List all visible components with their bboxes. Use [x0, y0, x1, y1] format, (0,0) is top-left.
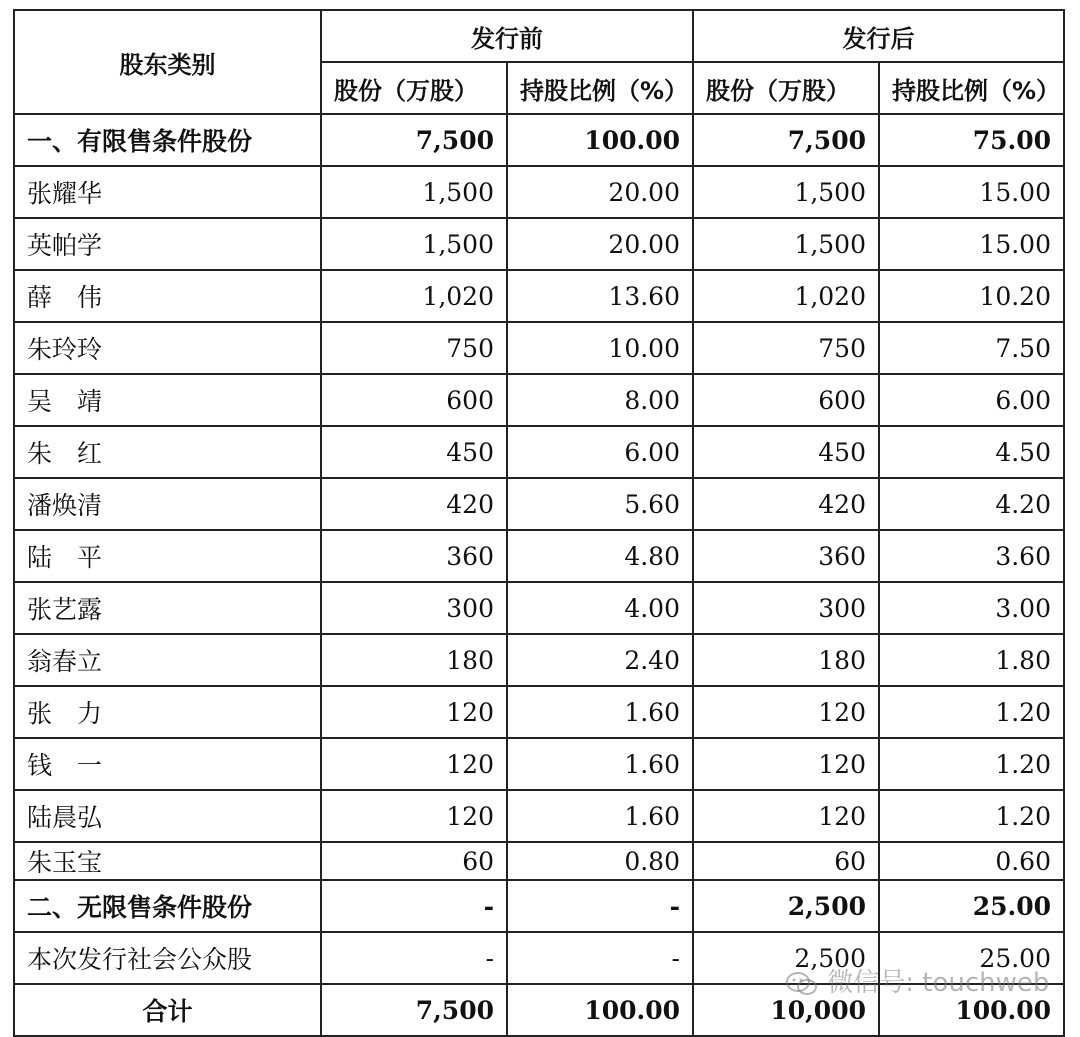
holder-name: 薛 伟 [14, 270, 321, 322]
before-issuance-header: 发行前 [321, 10, 693, 62]
total-label: 合计 [14, 984, 321, 1036]
shares-after: 2,500 [693, 932, 879, 984]
ratio-after: 15.00 [879, 218, 1064, 270]
ratio-after: 4.20 [879, 478, 1064, 530]
holder-name: 朱 红 [14, 426, 321, 478]
ratio-before: 1.60 [507, 738, 693, 790]
total-row [14, 984, 1064, 1036]
ratio-before: 4.80 [507, 530, 693, 582]
ratio-after: 75.00 [879, 114, 1064, 166]
unrestricted-section-row [14, 880, 1064, 932]
watermark-text: 微信号: touchweb [827, 968, 1050, 998]
holder-name: 吴 靖 [14, 374, 321, 426]
table-row [14, 374, 1064, 426]
holder-name: 张耀华 [14, 166, 321, 218]
shares-before: 450 [321, 426, 507, 478]
ratio-before: 10.00 [507, 322, 693, 374]
table-row [14, 218, 1064, 270]
ratio-before: - [507, 932, 693, 984]
shares-before: 120 [321, 790, 507, 842]
ratio-before: 5.60 [507, 478, 693, 530]
shares-after: 7,500 [693, 114, 879, 166]
shares-after: 1,500 [693, 218, 879, 270]
ratio-after: 1.20 [879, 738, 1064, 790]
shares-after-header: 股份（万股） [693, 62, 879, 114]
ratio-before: - [507, 880, 693, 932]
shares-before: 600 [321, 374, 507, 426]
ratio-after: 4.50 [879, 426, 1064, 478]
holder-name: 朱玲玲 [14, 322, 321, 374]
ratio-before: 0.80 [507, 842, 693, 880]
table-row [14, 322, 1064, 374]
shares-before: 1,500 [321, 218, 507, 270]
table-row [14, 738, 1064, 790]
shares-before: - [321, 880, 507, 932]
holder-name: 翁春立 [14, 634, 321, 686]
ratio-before: 1.60 [507, 686, 693, 738]
table-row [14, 634, 1064, 686]
shares-after: 10,000 [693, 984, 879, 1036]
shares-before: 60 [321, 842, 507, 880]
shares-after: 180 [693, 634, 879, 686]
table-row [14, 530, 1064, 582]
ratio-before: 20.00 [507, 166, 693, 218]
shares-after: 120 [693, 790, 879, 842]
shares-before: 7,500 [321, 114, 507, 166]
shares-before-header: 股份（万股） [321, 62, 507, 114]
shares-after: 1,020 [693, 270, 879, 322]
ratio-before: 100.00 [507, 114, 693, 166]
holder-name: 钱 一 [14, 738, 321, 790]
ratio-after: 1.20 [879, 790, 1064, 842]
ratio-after: 15.00 [879, 166, 1064, 218]
shares-before: 750 [321, 322, 507, 374]
shares-before: 1,020 [321, 270, 507, 322]
table-row [14, 686, 1064, 738]
ratio-before: 8.00 [507, 374, 693, 426]
ratio-before: 4.00 [507, 582, 693, 634]
shares-before: 1,500 [321, 166, 507, 218]
shares-before: 360 [321, 530, 507, 582]
shares-before: 300 [321, 582, 507, 634]
shares-after: 120 [693, 738, 879, 790]
ratio-after: 6.00 [879, 374, 1064, 426]
shares-before: 120 [321, 686, 507, 738]
table-row [14, 270, 1064, 322]
shares-after: 60 [693, 842, 879, 880]
ratio-before: 13.60 [507, 270, 693, 322]
shareholder-table [13, 9, 1065, 1037]
holder-name: 张艺露 [14, 582, 321, 634]
table-row [14, 426, 1064, 478]
shares-before: 7,500 [321, 984, 507, 1036]
shares-after: 750 [693, 322, 879, 374]
category-header: 股东类别 [14, 10, 321, 114]
shares-before: 420 [321, 478, 507, 530]
ratio-after: 0.60 [879, 842, 1064, 880]
ratio-after: 1.20 [879, 686, 1064, 738]
holder-name: 张 力 [14, 686, 321, 738]
shares-after: 300 [693, 582, 879, 634]
table-row [14, 478, 1064, 530]
ratio-after: 3.60 [879, 530, 1064, 582]
ratio-before: 20.00 [507, 218, 693, 270]
shares-before: 120 [321, 738, 507, 790]
shares-before: - [321, 932, 507, 984]
table-row [14, 842, 1064, 880]
shares-after: 360 [693, 530, 879, 582]
holder-name: 英帕学 [14, 218, 321, 270]
shares-after: 120 [693, 686, 879, 738]
public-shares-label: 本次发行社会公众股 [14, 932, 321, 984]
holder-name: 潘焕清 [14, 478, 321, 530]
ratio-after: 25.00 [879, 880, 1064, 932]
shares-after: 600 [693, 374, 879, 426]
ratio-before: 100.00 [507, 984, 693, 1036]
ratio-after: 100.00 [879, 984, 1064, 1036]
ratio-after: 1.80 [879, 634, 1064, 686]
section-label: 一、有限售条件股份 [14, 114, 321, 166]
ratio-before: 2.40 [507, 634, 693, 686]
shares-after: 450 [693, 426, 879, 478]
table-row [14, 790, 1064, 842]
ratio-after: 10.20 [879, 270, 1064, 322]
section-label: 二、无限售条件股份 [14, 880, 321, 932]
table-row [14, 582, 1064, 634]
shares-before: 180 [321, 634, 507, 686]
after-issuance-header: 发行后 [693, 10, 1064, 62]
public-shares-row [14, 932, 1064, 984]
ratio-after: 3.00 [879, 582, 1064, 634]
ratio-before-header: 持股比例（%） [507, 62, 693, 114]
holder-name: 朱玉宝 [14, 842, 321, 880]
ratio-before: 1.60 [507, 790, 693, 842]
table-row [14, 166, 1064, 218]
holder-name: 陆 平 [14, 530, 321, 582]
ratio-after-header: 持股比例（%） [879, 62, 1064, 114]
shares-after: 2,500 [693, 880, 879, 932]
shares-after: 420 [693, 478, 879, 530]
restricted-section-row [14, 114, 1064, 166]
ratio-before: 6.00 [507, 426, 693, 478]
holder-name: 陆晨弘 [14, 790, 321, 842]
ratio-after: 7.50 [879, 322, 1064, 374]
shares-after: 1,500 [693, 166, 879, 218]
ratio-after: 25.00 [879, 932, 1064, 984]
